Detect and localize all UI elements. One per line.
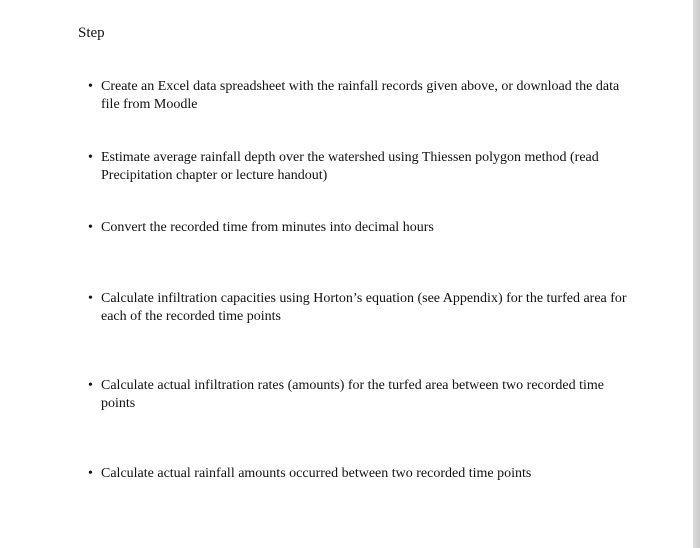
bullet-icon: • [88,220,93,235]
list-item [88,377,628,413]
list-item-text: Convert the recorded time from minutes into decimal hours [101,220,434,235]
list-item [88,78,628,114]
bullet-icon: • [88,150,93,165]
list-item [88,290,628,326]
list-item-text: Calculate actual infiltration rates (amounts) for the turfed area between two recorded time points [101,378,605,411]
bullet-icon: • [88,79,93,94]
list-item [88,465,628,483]
list-item [88,219,628,237]
list-item-text: Calculate infiltration capacities using Horton’s equation (see Appendix) for the turfed area for each of the recorded time points [101,291,627,324]
bullet-icon: • [88,378,93,393]
list-item-text: Estimate average rainfall depth over the watershed using Thiessen polygon method (read Precipitation chapter or lecture handout) [101,150,599,183]
list-item [88,149,628,185]
bullet-icon: • [88,291,93,306]
bullet-icon: • [88,466,93,481]
step-heading: Step [78,25,105,41]
list-item-text: Calculate actual rainfall amounts occurred between two recorded time points [101,466,532,481]
list-item-text: Create an Excel data spreadsheet with the rainfall records given above, or download the data file from Moodle [101,79,620,112]
right-edge-scrollbar[interactable] [693,0,700,548]
